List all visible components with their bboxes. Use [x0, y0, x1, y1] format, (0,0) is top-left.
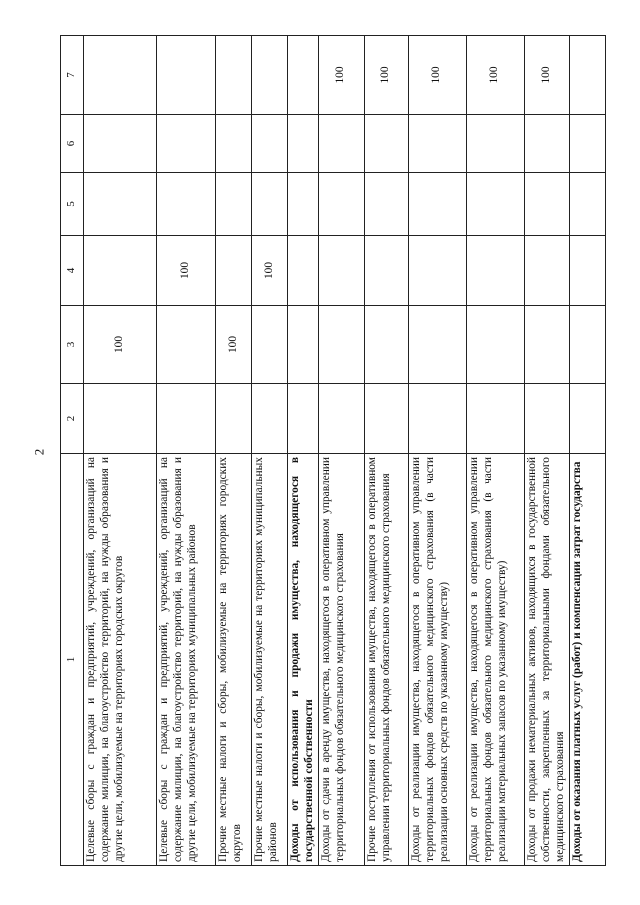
percent-cell	[288, 115, 319, 173]
percent-cell	[408, 384, 466, 454]
percent-cell	[318, 306, 364, 384]
percent-cell	[569, 384, 605, 454]
percent-cell	[84, 115, 157, 173]
percent-cell	[569, 115, 605, 173]
table-row	[84, 36, 157, 866]
percent-cell: 100	[216, 306, 252, 384]
percent-cell	[216, 173, 252, 236]
percent-cell	[318, 236, 364, 306]
header-row	[61, 36, 84, 866]
percent-cell: 100	[408, 36, 466, 115]
percent-cell	[408, 236, 466, 306]
table-row	[216, 36, 252, 866]
percent-cell	[569, 306, 605, 384]
table-row	[252, 36, 288, 866]
header-cell: 3	[61, 306, 84, 384]
percent-cell	[524, 306, 569, 384]
rotated-table-container	[60, 36, 598, 866]
percent-cell: 100	[84, 306, 157, 384]
revenue-type-cell: Доходы от реализации имущества, находящегося в оперативном управлении территориальных фондов обязательного медицинского страхования (в части реализации материальных запасов по указанному имуществу)	[466, 454, 524, 866]
percent-cell	[318, 115, 364, 173]
table-row	[524, 36, 569, 866]
percent-cell	[84, 173, 157, 236]
revenue-type-cell: Целевые сборы с граждан и предприятий, учреждений, организаций на содержание милиции, на благоустройство территорий, на нужды образования и другие цели, мобилизуемые на территориях городских округов	[84, 454, 157, 866]
percent-cell: 100	[252, 236, 288, 306]
revenue-type-cell: Целевые сборы с граждан и предприятий, учреждений, организаций на содержание милиции, на благоустройство территорий, на нужды образования и другие цели, мобилизуемые на территориях муниципальных районов	[157, 454, 216, 866]
percent-cell	[157, 384, 216, 454]
percent-cell: 100	[466, 36, 524, 115]
percent-cell	[364, 306, 408, 384]
percent-cell	[364, 384, 408, 454]
percent-cell	[288, 306, 319, 384]
percent-cell: 100	[318, 36, 364, 115]
percent-cell	[466, 236, 524, 306]
revenue-type-cell: Доходы от продажи нематериальных активов, находящихся в государственной собственности, закрепленных за территориальными фондами обязательного медицинского страхования	[524, 454, 569, 866]
percent-cell	[364, 173, 408, 236]
percent-cell	[569, 36, 605, 115]
header-cell: 6	[61, 115, 84, 173]
revenue-type-cell: Прочие поступления от использования имущества, находящегося в оперативном управлении территориальных фондов обязательного медицинского страхования	[364, 454, 408, 866]
percent-cell	[288, 36, 319, 115]
percent-cell	[466, 115, 524, 173]
percent-cell	[466, 306, 524, 384]
percent-cell: 100	[364, 36, 408, 115]
percent-cell	[524, 173, 569, 236]
percent-cell	[466, 173, 524, 236]
percent-cell	[524, 384, 569, 454]
percent-cell	[408, 306, 466, 384]
table-row	[288, 36, 319, 866]
percent-cell	[84, 36, 157, 115]
header-cell: 1	[61, 454, 84, 866]
percent-cell	[318, 173, 364, 236]
percent-cell	[288, 236, 319, 306]
revenue-type-cell: Доходы от использования и продажи имущества, находящегося в государственной собственности	[288, 454, 319, 866]
percent-cell	[157, 36, 216, 115]
percent-cell	[569, 173, 605, 236]
revenue-type-cell: Прочие местные налоги и сборы, мобилизуемые на территориях городских округов	[216, 454, 252, 866]
table-row	[318, 36, 364, 866]
percent-cell	[84, 384, 157, 454]
revenue-distribution-table	[60, 35, 606, 866]
percent-cell	[157, 115, 216, 173]
percent-cell	[524, 236, 569, 306]
percent-cell	[569, 236, 605, 306]
percent-cell	[408, 173, 466, 236]
revenue-type-cell: Прочие местные налоги и сборы, мобилизуемые на территориях муниципальных районов	[252, 454, 288, 866]
percent-cell	[364, 115, 408, 173]
percent-cell	[288, 384, 319, 454]
percent-cell	[216, 36, 252, 115]
percent-cell	[252, 115, 288, 173]
table-row	[157, 36, 216, 866]
table-row	[569, 36, 605, 866]
table-row	[408, 36, 466, 866]
percent-cell	[157, 306, 216, 384]
table-row	[466, 36, 524, 866]
percent-cell	[84, 236, 157, 306]
percent-cell	[157, 173, 216, 236]
percent-cell	[252, 306, 288, 384]
revenue-type-cell: Доходы от оказания платных услуг (работ) и компенсации затрат государства	[569, 454, 605, 866]
percent-cell	[466, 384, 524, 454]
header-cell: 5	[61, 173, 84, 236]
percent-cell: 100	[157, 236, 216, 306]
percent-cell	[288, 173, 319, 236]
percent-cell	[524, 115, 569, 173]
percent-cell	[252, 384, 288, 454]
revenue-type-cell: Доходы от сдачи в аренду имущества, находящегося в оперативном управлении территориальных фондов обязательного медицинского страхования	[318, 454, 364, 866]
header-cell: 2	[61, 384, 84, 454]
page-number: 2	[31, 448, 47, 456]
percent-cell	[408, 115, 466, 173]
percent-cell	[364, 236, 408, 306]
table-row	[364, 36, 408, 866]
percent-cell	[252, 173, 288, 236]
percent-cell	[318, 384, 364, 454]
percent-cell: 100	[524, 36, 569, 115]
revenue-type-cell: Доходы от реализации имущества, находящегося в оперативном управлении территориальных фондов обязательного медицинского страхования (в части реализации основных средств по указанному имуществу)	[408, 454, 466, 866]
percent-cell	[216, 236, 252, 306]
header-cell: 4	[61, 236, 84, 306]
percent-cell	[216, 384, 252, 454]
header-cell: 7	[61, 36, 84, 115]
percent-cell	[216, 115, 252, 173]
percent-cell	[252, 36, 288, 115]
